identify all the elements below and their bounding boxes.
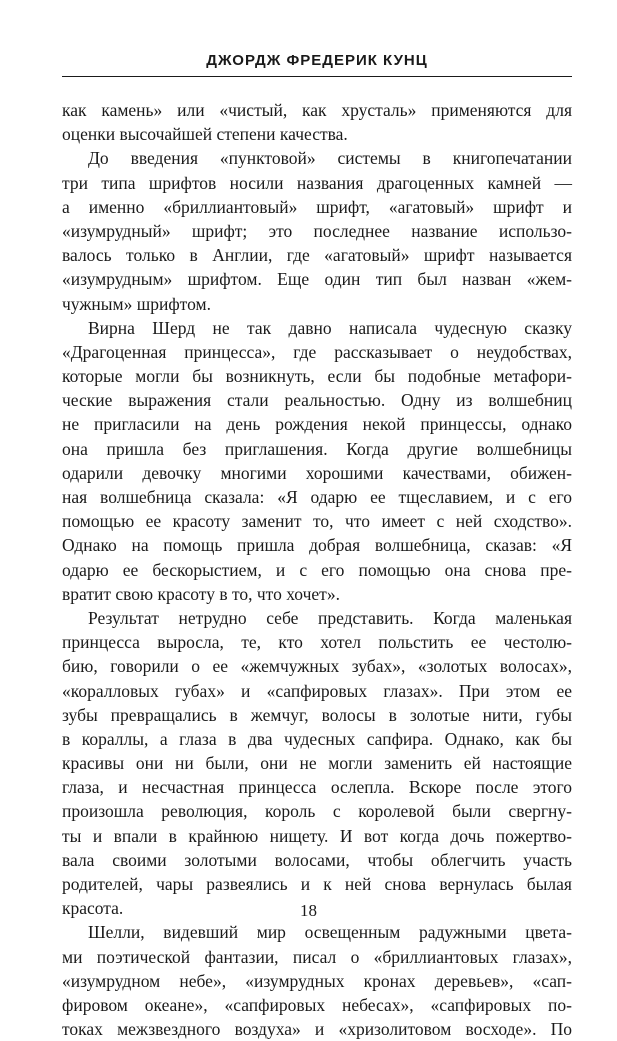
text-line: родителей, чары развеялись и к ней снова вернулась былая: [62, 874, 572, 894]
paragraph: [62, 606, 572, 920]
text-line: как камень» или «чистый, как хрусталь» применяются для: [62, 100, 572, 120]
text-line: фировом океане», «сапфировых небесах», «сапфировых по-: [62, 994, 572, 1015]
text-line: До введения «пунктовой» системы в книгопечатании: [88, 148, 572, 169]
header-rule: [62, 76, 572, 77]
text-line: одарили девочку многими хорошими качествами, обижен-: [62, 462, 572, 483]
body-text: [62, 98, 572, 1041]
text-line: одарю ее бескорыстием, и с его помощью она снова пре-: [62, 559, 572, 580]
text-line: Результат нетрудно себе представить. Когда маленькая: [88, 607, 572, 628]
text-line: ческие выражения стали реальностью. Одну из волшебниц: [62, 390, 572, 411]
text-line: Однако на помощь пришла добрая волшебница, сказав: «Я: [62, 535, 572, 556]
text-line: Вирна Шерд не так давно написала чудесную сказку: [88, 317, 572, 338]
text-line: «коралловых губах» и «сапфировых глазах». При этом ее: [62, 680, 572, 701]
text-line: не пригласили на день рождения некой принцессы, однако: [62, 414, 572, 435]
text-line: а именно «бриллиантовый» шрифт, «агатовый» шрифт и: [62, 196, 572, 217]
text-line: ная волшебница сказала: «Я одарю ее тщеславием, и с его: [62, 487, 572, 507]
text-line: ми поэтической фантазии, писал о «бриллиантовых глазах»,: [62, 946, 572, 967]
text-line: которые могли бы возникнуть, если бы подобные метафори-: [62, 366, 572, 387]
text-line: токах межзвездного воздуха» и «хризолитовом восходе». По: [62, 1019, 572, 1040]
text-line: произошла революция, король с королевой были свергну-: [62, 801, 572, 822]
text-line: «изумрудном небе», «изумрудных кронах деревьев», «сап-: [62, 970, 572, 991]
text-line: вратит свою красоту в то, что хочет».: [62, 583, 340, 604]
paragraph: [62, 316, 572, 606]
paragraph: [62, 920, 572, 1041]
text-line: красивы они ни были, они не могли заменить ей настоящие: [62, 753, 572, 774]
text-line: зубы превращались в жемчуг, волосы в золотые нити, губы: [62, 704, 572, 725]
text-line: вала своими золотыми волосами, чтобы облегчить участь: [62, 849, 572, 870]
text-line: «изумрудный» шрифт; это последнее название использо-: [62, 220, 572, 241]
text-line: оценки высочайшей степени качества.: [62, 124, 348, 145]
text-line: «Драгоценная принцесса», где рассказывает о неудобствах,: [62, 341, 572, 362]
text-line: она пришла без приглашения. Когда другие волшебницы: [62, 438, 572, 459]
paragraph: [62, 146, 572, 315]
text-line: красота.: [62, 898, 124, 919]
text-line: «изумрудным» шрифтом. Еще один тип был назван «жем-: [62, 269, 572, 290]
text-line: глаза, и несчастная принцесса ослепла. Вскоре после этого: [62, 777, 572, 798]
page-number: 18: [300, 901, 317, 920]
text-line: бию, говорили о ее «жемчужных зубах», «золотых волосах»,: [62, 656, 572, 677]
text-line: чужным» шрифтом.: [62, 293, 211, 314]
text-line: валось только в Англии, где «агатовый» шрифт называется: [62, 245, 572, 266]
text-line: Шелли, видевший мир освещенным радужными цвета-: [88, 922, 572, 943]
text-line: помощью ее красоту заменит то, что имеет с ней сходство».: [62, 511, 572, 532]
text-line: три типа шрифтов носили названия драгоценных камней —: [62, 172, 572, 193]
running-header: ДЖОРДЖ ФРЕДЕРИК КУНЦ: [206, 52, 428, 69]
text-line: принцесса выросла, те, кто хотел польстить ее честолю-: [62, 632, 572, 653]
text-line: в кораллы, а глаза в два чудесных сапфира. Однако, как бы: [62, 728, 572, 749]
text-line: ты и впали в крайнюю нищету. И вот когда дочь пожертво-: [62, 825, 572, 846]
paragraph: [62, 98, 572, 146]
